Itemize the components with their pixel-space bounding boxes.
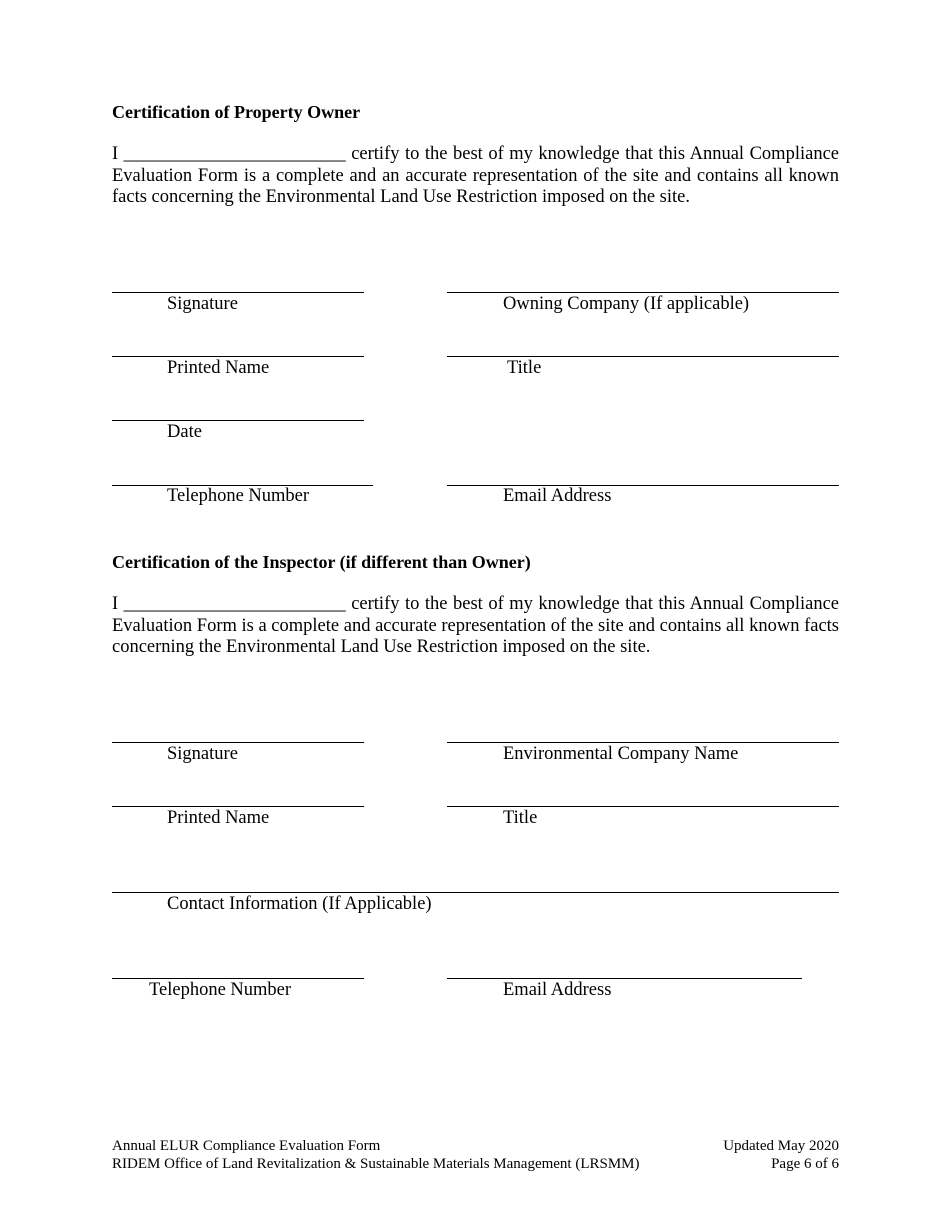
inspector-email-label: Email Address (503, 980, 612, 1000)
inspector-contact-line[interactable] (112, 892, 839, 893)
owner-section-heading: Certification of Property Owner (112, 102, 361, 122)
inspector-title-label: Title (503, 808, 538, 828)
inspector-telephone-label: Telephone Number (149, 980, 292, 1000)
inspector-contact-label: Contact Information (If Applicable) (167, 894, 432, 914)
inspector-section-heading: Certification of the Inspector (if different than Owner) (112, 552, 531, 572)
inspector-signature-label: Signature (167, 744, 238, 764)
inspector-printed-name-line[interactable] (112, 806, 364, 807)
owner-printed-name-label: Printed Name (167, 358, 270, 378)
inspector-company-line[interactable] (447, 742, 839, 743)
owner-email-label: Email Address (503, 486, 612, 506)
owner-date-label: Date (167, 422, 202, 442)
inspector-certification-statement: I ________________________ certify to the best of my knowledge that this Annual Compliance Evaluation Form is a complete and accurate representation of the site and contains all known facts concerning the Environmental Land Use Restriction imposed on the site. (112, 594, 839, 657)
footer-office: RIDEM Office of Land Revitalization & Sustainable Materials Management (LRSMM) (112, 1156, 640, 1172)
inspector-email-line[interactable] (447, 978, 802, 979)
owner-certification-statement: I ________________________ certify to the best of my knowledge that this Annual Compliance Evaluation Form is a complete and an accurate representation of the site and contains all known facts concerning the Environmental Land Use Restriction imposed on the site. (112, 144, 839, 207)
owner-telephone-label: Telephone Number (167, 486, 310, 506)
owner-date-line[interactable] (112, 420, 364, 421)
inspector-title-line[interactable] (447, 806, 839, 807)
owner-title-label: Title (507, 358, 542, 378)
footer-updated: Updated May 2020 (723, 1138, 839, 1154)
inspector-company-label: Environmental Company Name (503, 744, 739, 764)
inspector-signature-line[interactable] (112, 742, 364, 743)
owner-signature-line[interactable] (112, 292, 364, 293)
owner-title-line[interactable] (447, 356, 839, 357)
owner-company-label: Owning Company (If applicable) (503, 294, 750, 314)
inspector-telephone-line[interactable] (112, 978, 364, 979)
owner-signature-label: Signature (167, 294, 238, 314)
footer-form-name: Annual ELUR Compliance Evaluation Form (112, 1138, 381, 1154)
owner-printed-name-line[interactable] (112, 356, 364, 357)
inspector-printed-name-label: Printed Name (167, 808, 270, 828)
footer-page-number: Page 6 of 6 (771, 1156, 839, 1172)
owner-company-line[interactable] (447, 292, 839, 293)
